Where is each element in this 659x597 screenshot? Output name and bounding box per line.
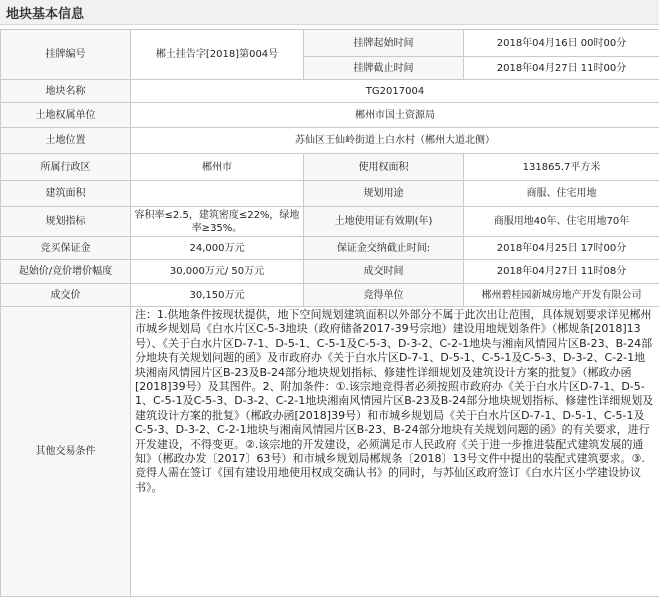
label-building-area: 建筑面积 xyxy=(1,181,131,207)
value-owner-unit: 郴州市国土资源局 xyxy=(131,103,659,128)
label-owner-unit: 土地权属单位 xyxy=(1,103,131,128)
label-other-conditions: 其他交易条件 xyxy=(1,307,131,597)
label-district: 所属行政区 xyxy=(1,154,131,181)
value-certificate-term: 商服用地40年、住宅用地70年 xyxy=(464,207,659,237)
table-row xyxy=(1,30,659,57)
land-info-table xyxy=(0,29,659,597)
table-row xyxy=(1,154,659,181)
table-row xyxy=(1,103,659,128)
table-row xyxy=(1,207,659,237)
value-deposit: 24,000万元 xyxy=(131,237,304,260)
table-row xyxy=(1,181,659,207)
label-listing-end: 挂牌截止时间 xyxy=(304,57,464,80)
table-row xyxy=(1,128,659,154)
table-row xyxy=(1,80,659,103)
value-parcel-name: TG2017004 xyxy=(131,80,659,103)
table-row xyxy=(1,260,659,284)
value-listing-number: 郴土挂告字[2018]第004号 xyxy=(131,30,304,80)
section-header xyxy=(0,0,659,25)
value-deal-time: 2018年04月27日 11时08分 xyxy=(464,260,659,284)
label-planning-index: 规划指标 xyxy=(1,207,131,237)
label-listing-start: 挂牌起始时间 xyxy=(304,30,464,57)
value-planned-use: 商服、住宅用地 xyxy=(464,181,659,207)
label-planned-use: 规划用途 xyxy=(304,181,464,207)
value-district: 郴州市 xyxy=(131,154,304,181)
value-building-area xyxy=(131,181,304,207)
label-certificate-term: 土地使用证有效期(年) xyxy=(304,207,464,237)
value-use-area: 131865.7平方米 xyxy=(464,154,659,181)
value-other-conditions: 注：1.供地条件按现状提供，地下空间规划建筑面积以外部分不属于此次出让范围，具体规划要求详见郴州市城乡规划局《白水片区C-5-3地块（政府储备2017-39号宗地）建设用地规划条件》（郴规条[2018]13号）、《关于白水片区D-7-1、D-5-1、C-5-1及C-5-3、D-3-2、C-2-1地块与湘南风情园片区B-23、B-24部分地块有关规划问题的函》及市政府办《关于白水片区D-7-1、D-5-1、C-5-1及C-5-3、D-3-2、C-2-1地块湘南风情园片区B-23及B-24部分地块规划指标、修建性详细规划及建筑设计方案的批复》（郴政办函[2018]39号）及其图件。2、附加条件：①.该宗地竞得者必须按照市政府办《关于白水片区D-7-1、D-5-1、C-5-1及C-5-3、D-3-2、C-2-1地块湘南风情园片区B-23及B-24部分地块规划指标、修建性详细规划及建筑设计方案的批复》（郴政办函[2018]39号）和市城乡规划局《关于白水片区D-7-1、D-5-1、C-5-1及C-5-3、D-3-2、C-2-1地块与湘南风情园片区B-23、B-24部分地块有关规划问题的函》的有关要求，进行开发建设，不得变更。②.该宗地的开发建设，必须满足市人民政府《关于进一步推进装配式建筑发展的通知》（郴政办发〔2017〕63号）和市城乡规划局郴规条〔2018〕13号文件中提出的装配式建筑要求。③.竞得人需在签订《国有建设用地使用权成交确认书》的同时，与苏仙区政府签订《白水片区小学建设协议书》。 xyxy=(131,307,659,597)
label-start-price: 起始价/竞价增价幅度 xyxy=(1,260,131,284)
label-deal-time: 成交时间 xyxy=(304,260,464,284)
table-row xyxy=(1,284,659,307)
label-deposit: 竞买保证金 xyxy=(1,237,131,260)
value-listing-end: 2018年04月27日 11时00分 xyxy=(464,57,659,80)
value-location: 苏仙区王仙岭街道上白水村（郴州大道北侧） xyxy=(131,128,659,154)
value-listing-start: 2018年04月16日 00时00分 xyxy=(464,30,659,57)
label-deal-price: 成交价 xyxy=(1,284,131,307)
label-deposit-deadline: 保证金交纳截止时间: xyxy=(304,237,464,260)
label-listing-number: 挂牌编号 xyxy=(1,30,131,80)
value-planning-index: 容积率≤2.5，建筑密度≤22%，绿地率≥35%。 xyxy=(131,207,304,237)
table-row xyxy=(1,237,659,260)
label-location: 土地位置 xyxy=(1,128,131,154)
label-parcel-name: 地块名称 xyxy=(1,80,131,103)
table-row xyxy=(1,307,659,597)
value-deal-price: 30,150万元 xyxy=(131,284,304,307)
section-title: 地块基本信息 xyxy=(6,3,84,22)
label-use-area: 使用权面积 xyxy=(304,154,464,181)
label-winner: 竞得单位 xyxy=(304,284,464,307)
value-deposit-deadline: 2018年04月25日 17时00分 xyxy=(464,237,659,260)
value-winner: 郴州碧桂园新城房地产开发有限公司 xyxy=(464,284,659,307)
value-start-price: 30,000万元/ 50万元 xyxy=(131,260,304,284)
